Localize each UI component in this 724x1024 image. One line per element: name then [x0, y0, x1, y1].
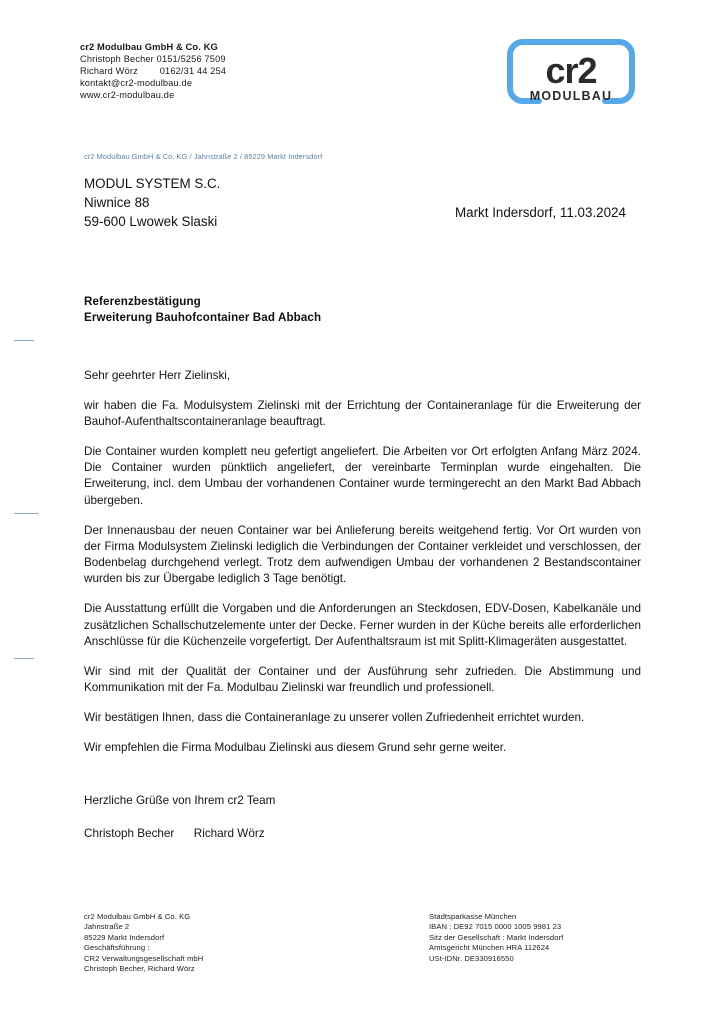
fold-mark-bottom: [14, 658, 34, 659]
logo-subtext: MODULBAU: [529, 89, 613, 103]
footer-right-line-3: Sitz der Gesellschaft : Markt Indersdorf: [429, 932, 564, 942]
body-paragraph-6: Wir bestätigen Ihnen, dass die Containeranlage zu unserer vollen Zufriedenheit errichtet wurden.: [84, 710, 585, 724]
body-paragraph-3: Der Innenausbau der neuen Container war bei Anlieferung bereits weitgehend fertig. Vor Ort wurden von der Firma Modulsystem Zielinski lediglich die Verbindungen der Container verkleidet und verschlossen, der Bodenbelag durchgehend verlegt. Trotz dem aufwendigen Umbau der vorhandenen 2 Bestandscontainer wurden bis zur Übergabe lediglich 3 Tage benötigt.: [84, 523, 641, 586]
footer-left-line-2: Jahnstraße 2: [84, 922, 130, 932]
letterhead: [80, 41, 226, 101]
closing-block: [84, 793, 275, 843]
footer-left-line-3: 85229 Markt Indersdorf: [84, 932, 165, 942]
letterhead-website: www.cr2-modulbau.de: [80, 90, 175, 101]
subject-block: [84, 294, 321, 325]
letterhead-contact-becher: Christoph Becher 0151/5256 7509: [80, 54, 226, 65]
footer-left-line-4: Geschäftsführung :: [84, 943, 150, 953]
salutation: Sehr geehrter Herr Zielinski,: [84, 369, 231, 382]
footer-left-line-1: cr2 Modulbau GmbH & Co. KG: [84, 912, 191, 921]
letterhead-contact-woerz: Richard Wörz 0162/31 44 254: [80, 66, 227, 77]
subject-line-1: Referenzbestätigung: [84, 295, 201, 308]
body-paragraph-7: Wir empfehlen die Firma Modulbau Zielinski aus diesem Grund sehr gerne weiter.: [84, 740, 507, 754]
page-footer: [84, 912, 644, 974]
letterhead-company: cr2 Modulbau GmbH & Co. KG: [80, 41, 218, 52]
closing-signers: Christoph Becher Richard Wörz: [84, 827, 265, 841]
footer-left-line-5: CR2 Verwaltungsgesellschaft mbH: [84, 953, 204, 963]
sender-return-line: cr2 Modulbau GmbH & Co. KG / Jahnstraße 2 / 85229 Markt Indersdorf: [84, 152, 323, 161]
place-and-date: Markt Indersdorf, 11.03.2024: [455, 205, 626, 220]
logo-wordmark: cr2: [545, 50, 597, 91]
subject-line-2: Erweiterung Bauhofcontainer Bad Abbach: [84, 310, 322, 324]
recipient-line-1: MODUL SYSTEM S.C.: [84, 176, 221, 191]
fold-mark-top: [14, 340, 34, 341]
cr2-logo: [503, 38, 639, 106]
footer-right-line-5: USt-IDNr. DE330916550: [429, 953, 514, 963]
body-paragraph-5: Wir sind mit der Qualität der Container und der Ausführung sehr zufrieden. Die Abstimmung und Kommunikation mit der Fa. Modulbau Zielinski war freundlich und professionell.: [84, 664, 641, 694]
recipient-line-3: 59-600 Lwowek Slaski: [84, 214, 218, 229]
letter-body: [84, 368, 641, 769]
body-paragraph-1: wir haben die Fa. Modulsystem Zielinski mit der Errichtung der Containeranlage für die Erweiterung der Bauhof-Aufenthaltscontaineranlage beauftragt.: [84, 398, 641, 429]
footer-column-bank: [429, 912, 644, 974]
fold-mark-middle: [14, 513, 38, 514]
recipient-line-2: Niwnice 88: [84, 195, 150, 210]
body-paragraph-2: Die Container wurden komplett neu gefertigt angeliefert. Die Arbeiten vor Ort erfolgten Anfang März 2024. Die Container wurden pünktlich angeliefert, der vereinbarte Terminplan wurde eingehalten. Die Erweiterung, incl. dem Umbau der vorhandenen Container wurde termingerecht an den Markt Bad Abbach übergeben.: [84, 444, 641, 507]
recipient-address: [84, 174, 220, 231]
closing-greeting: Herzliche Grüße von Ihrem cr2 Team: [84, 794, 276, 807]
footer-right-line-4: Amtsgericht München HRA 112624: [429, 943, 550, 953]
body-paragraph-4: Die Ausstattung erfüllt die Vorgaben und die Anforderungen an Steckdosen, EDV-Dosen, Kabelkanäle und zusätzlichen Schallschutzelemente unter der Decke. Ferner wurden in der Küche bereits alle erforderlichen Anschlüsse für die Küchenzeile vorgefertigt. Der Aufenthaltsraum ist mit Splitt-Klimageräten ausgestattet.: [84, 602, 641, 648]
letterhead-email: kontakt@cr2-modulbau.de: [80, 78, 193, 89]
footer-column-company: [84, 912, 429, 974]
footer-right-line-1: Stadtsparkasse München: [429, 912, 517, 921]
footer-left-line-6: Christoph Becher, Richard Wörz: [84, 964, 195, 974]
footer-right-line-2: IBAN : DE92 7015 0000 1005 9981 23: [429, 922, 562, 932]
